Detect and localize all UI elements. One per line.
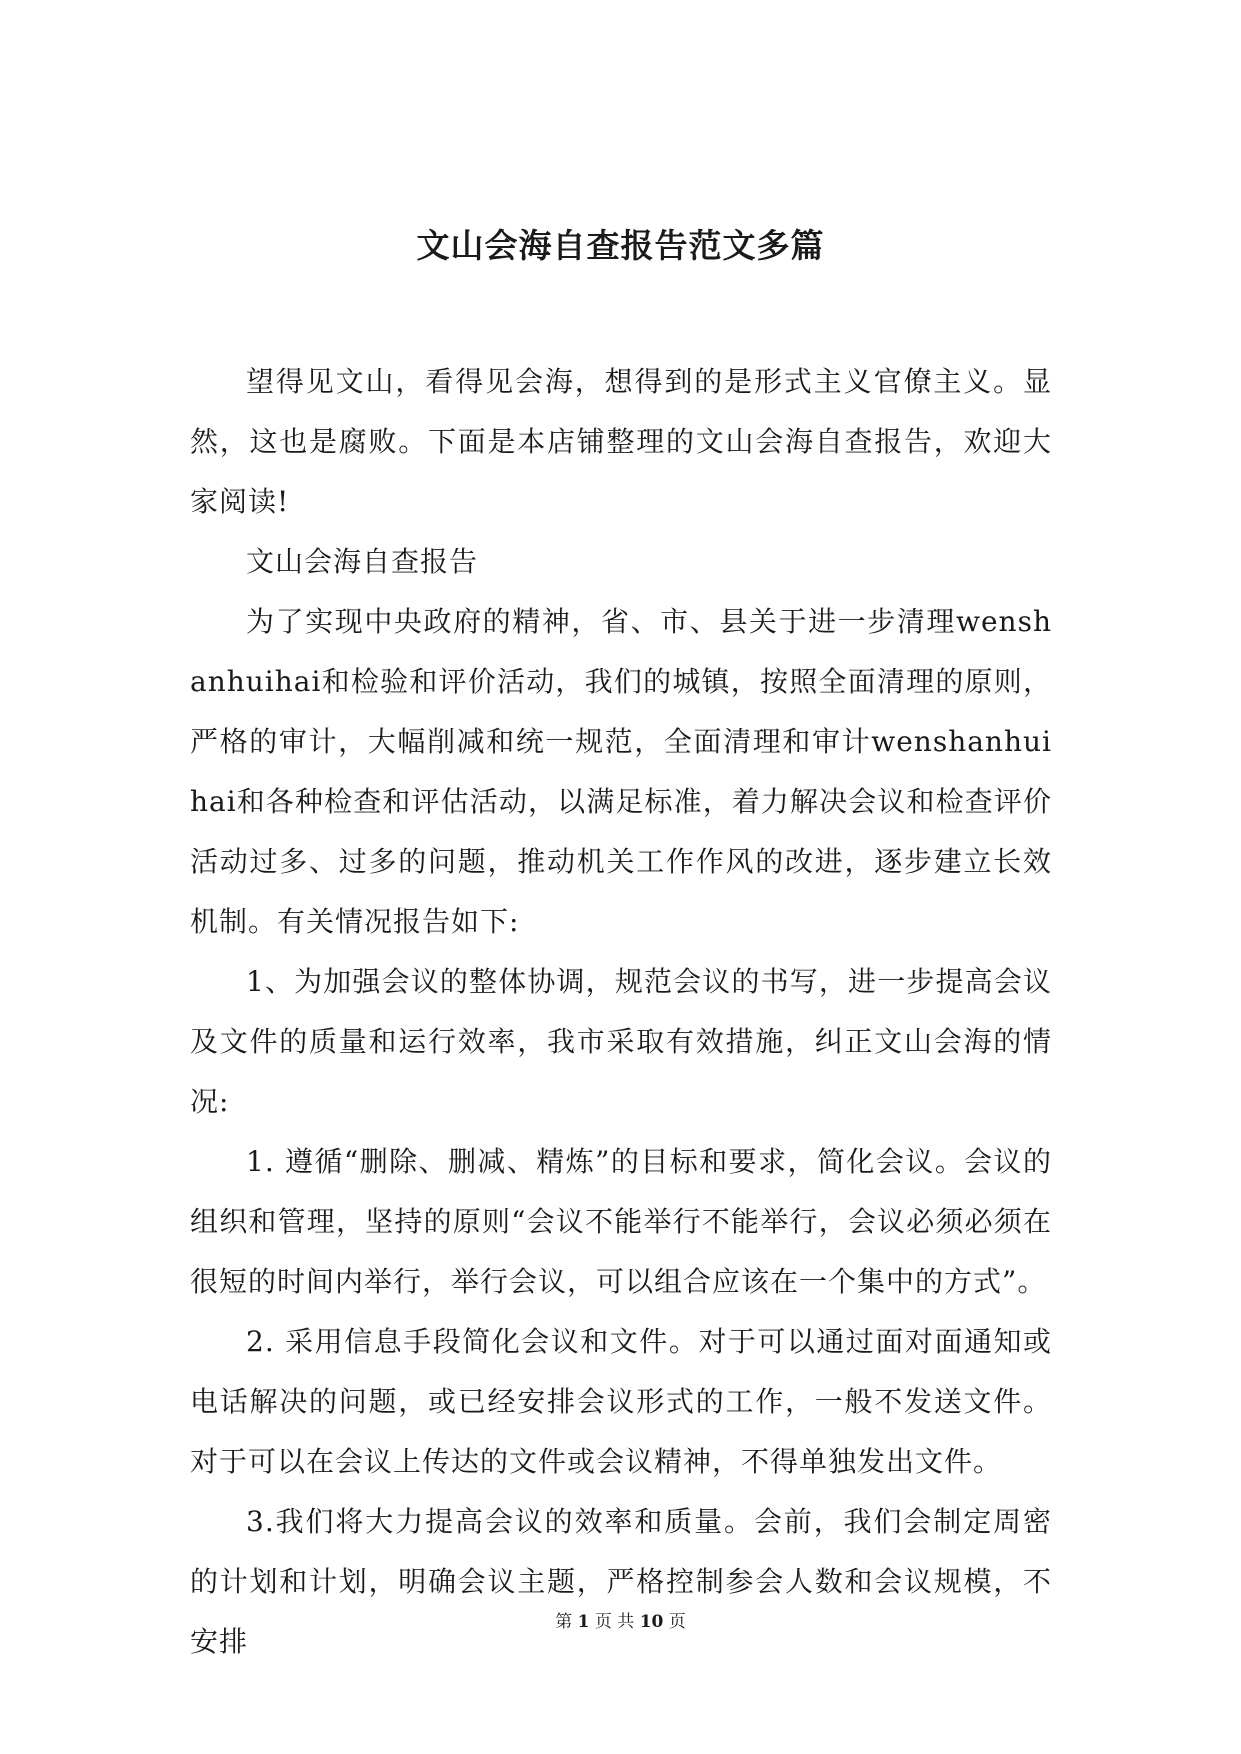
paragraph-subheading: 文山会海自查报告 — [246, 545, 479, 578]
document-body — [190, 352, 1052, 1672]
document-title: 文山会海自查报告范文多篇 — [416, 226, 825, 265]
paragraph-item-1-3: 3.我们将大力提高会议的效率和质量。会前，我们会制定周密的计划和计划，明确会议主题，严格控制参会人数和会议规模，不安排 — [190, 1505, 1052, 1658]
footer-middle: 页 共 — [594, 1612, 635, 1632]
paragraph-item-1: 1、为加强会议的整体协调，规范会议的书写，进一步提高会议及文件的质量和运行效率，我市采取有效措施，纠正文山会海的情况: — [190, 965, 1052, 1118]
footer-suffix: 页 — [668, 1612, 686, 1632]
footer-total-pages: 10 — [639, 1612, 664, 1632]
paragraph-item-1-1: 1. 遵循“删除、删减、精炼”的目标和要求，简化会议。会议的组织和管理，坚持的原则“会议不能举行不能举行，会议必须必须在很短的时间内举行，举行会议，可以组合应该在一个集中的方式”。 — [190, 1145, 1052, 1298]
paragraph-intro: 望得见文山，看得见会海，想得到的是形式主义官僚主义。显然，这也是腐败。下面是本店铺整理的文山会海自查报告，欢迎大家阅读! — [190, 365, 1052, 518]
page-footer — [0, 1610, 1241, 1634]
paragraph-main: 为了实现中央政府的精神，省、市、县关于进一步清理wenshanhuihai和检验和评价活动，我们的城镇，按照全面清理的原则，严格的审计，大幅削减和统一规范，全面清理和审计wenshanhuihai和各种检查和评估活动，以满足标准，着力解决会议和检查评价活动过多、过多的问题，推动机关工作作风的改进，逐步建立长效机制。有关情况报告如下: — [190, 605, 1052, 938]
paragraph-item-1-2: 2. 采用信息手段简化会议和文件。对于可以通过面对面通知或电话解决的问题，或已经安排会议形式的工作，一般不发送文件。对于可以在会议上传达的文件或会议精神，不得单独发出文件。 — [190, 1325, 1052, 1478]
footer-prefix: 第 — [555, 1612, 573, 1632]
footer-page-number: 1 — [577, 1612, 590, 1632]
